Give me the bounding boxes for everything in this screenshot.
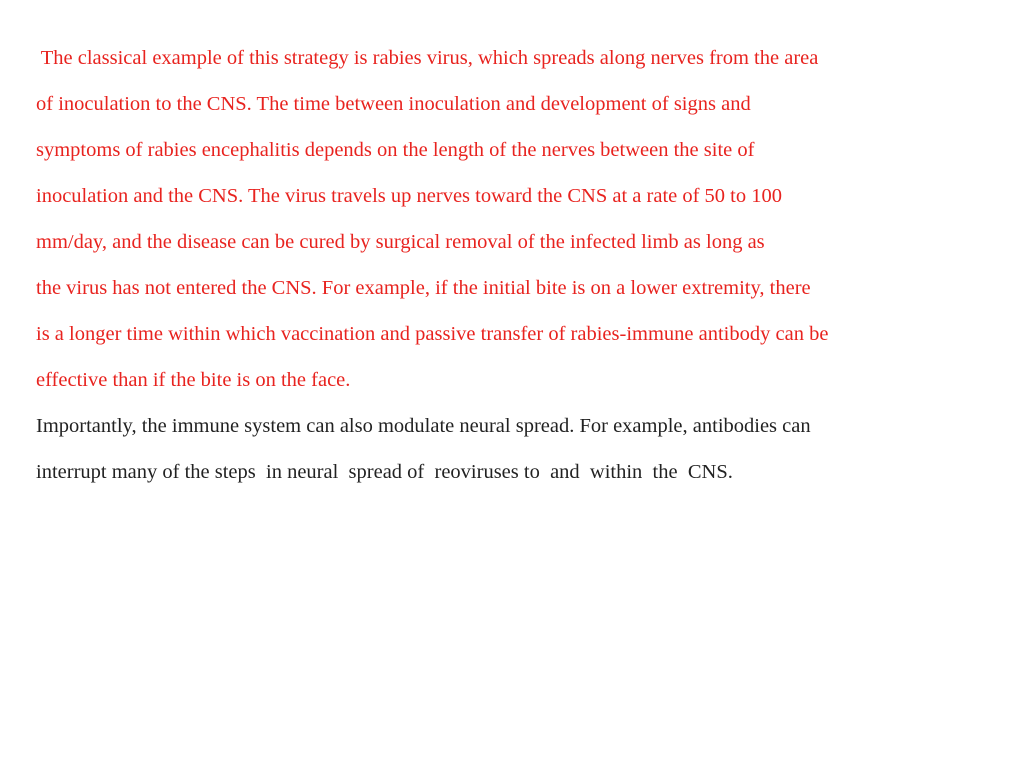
text-line: The classical example of this strategy is rabies virus, which spreads along nerves from the area (36, 47, 819, 69)
text-line: of inoculation to the CNS. The time between inoculation and development of signs and (36, 93, 751, 115)
text-line: effective than if the bite is on the face. (36, 369, 351, 391)
text-line: the virus has not entered the CNS. For example, if the initial bite is on a lower extremity, there (36, 277, 811, 299)
text-line: interrupt many of the steps in neural spread of reoviruses to and within the CNS. (36, 461, 733, 483)
text-line: Importantly, the immune system can also modulate neural spread. For example, antibodies can (36, 415, 811, 437)
text-line: symptoms of rabies encephalitis depends on the length of the nerves between the site of (36, 139, 755, 161)
text-line: inoculation and the CNS. The virus travels up nerves toward the CNS at a rate of 50 to 100 (36, 185, 783, 207)
text-line: mm/day, and the disease can be cured by surgical removal of the infected limb as long as (36, 231, 765, 253)
text-line: is a longer time within which vaccination and passive transfer of rabies-immune antibody can be (36, 323, 829, 345)
